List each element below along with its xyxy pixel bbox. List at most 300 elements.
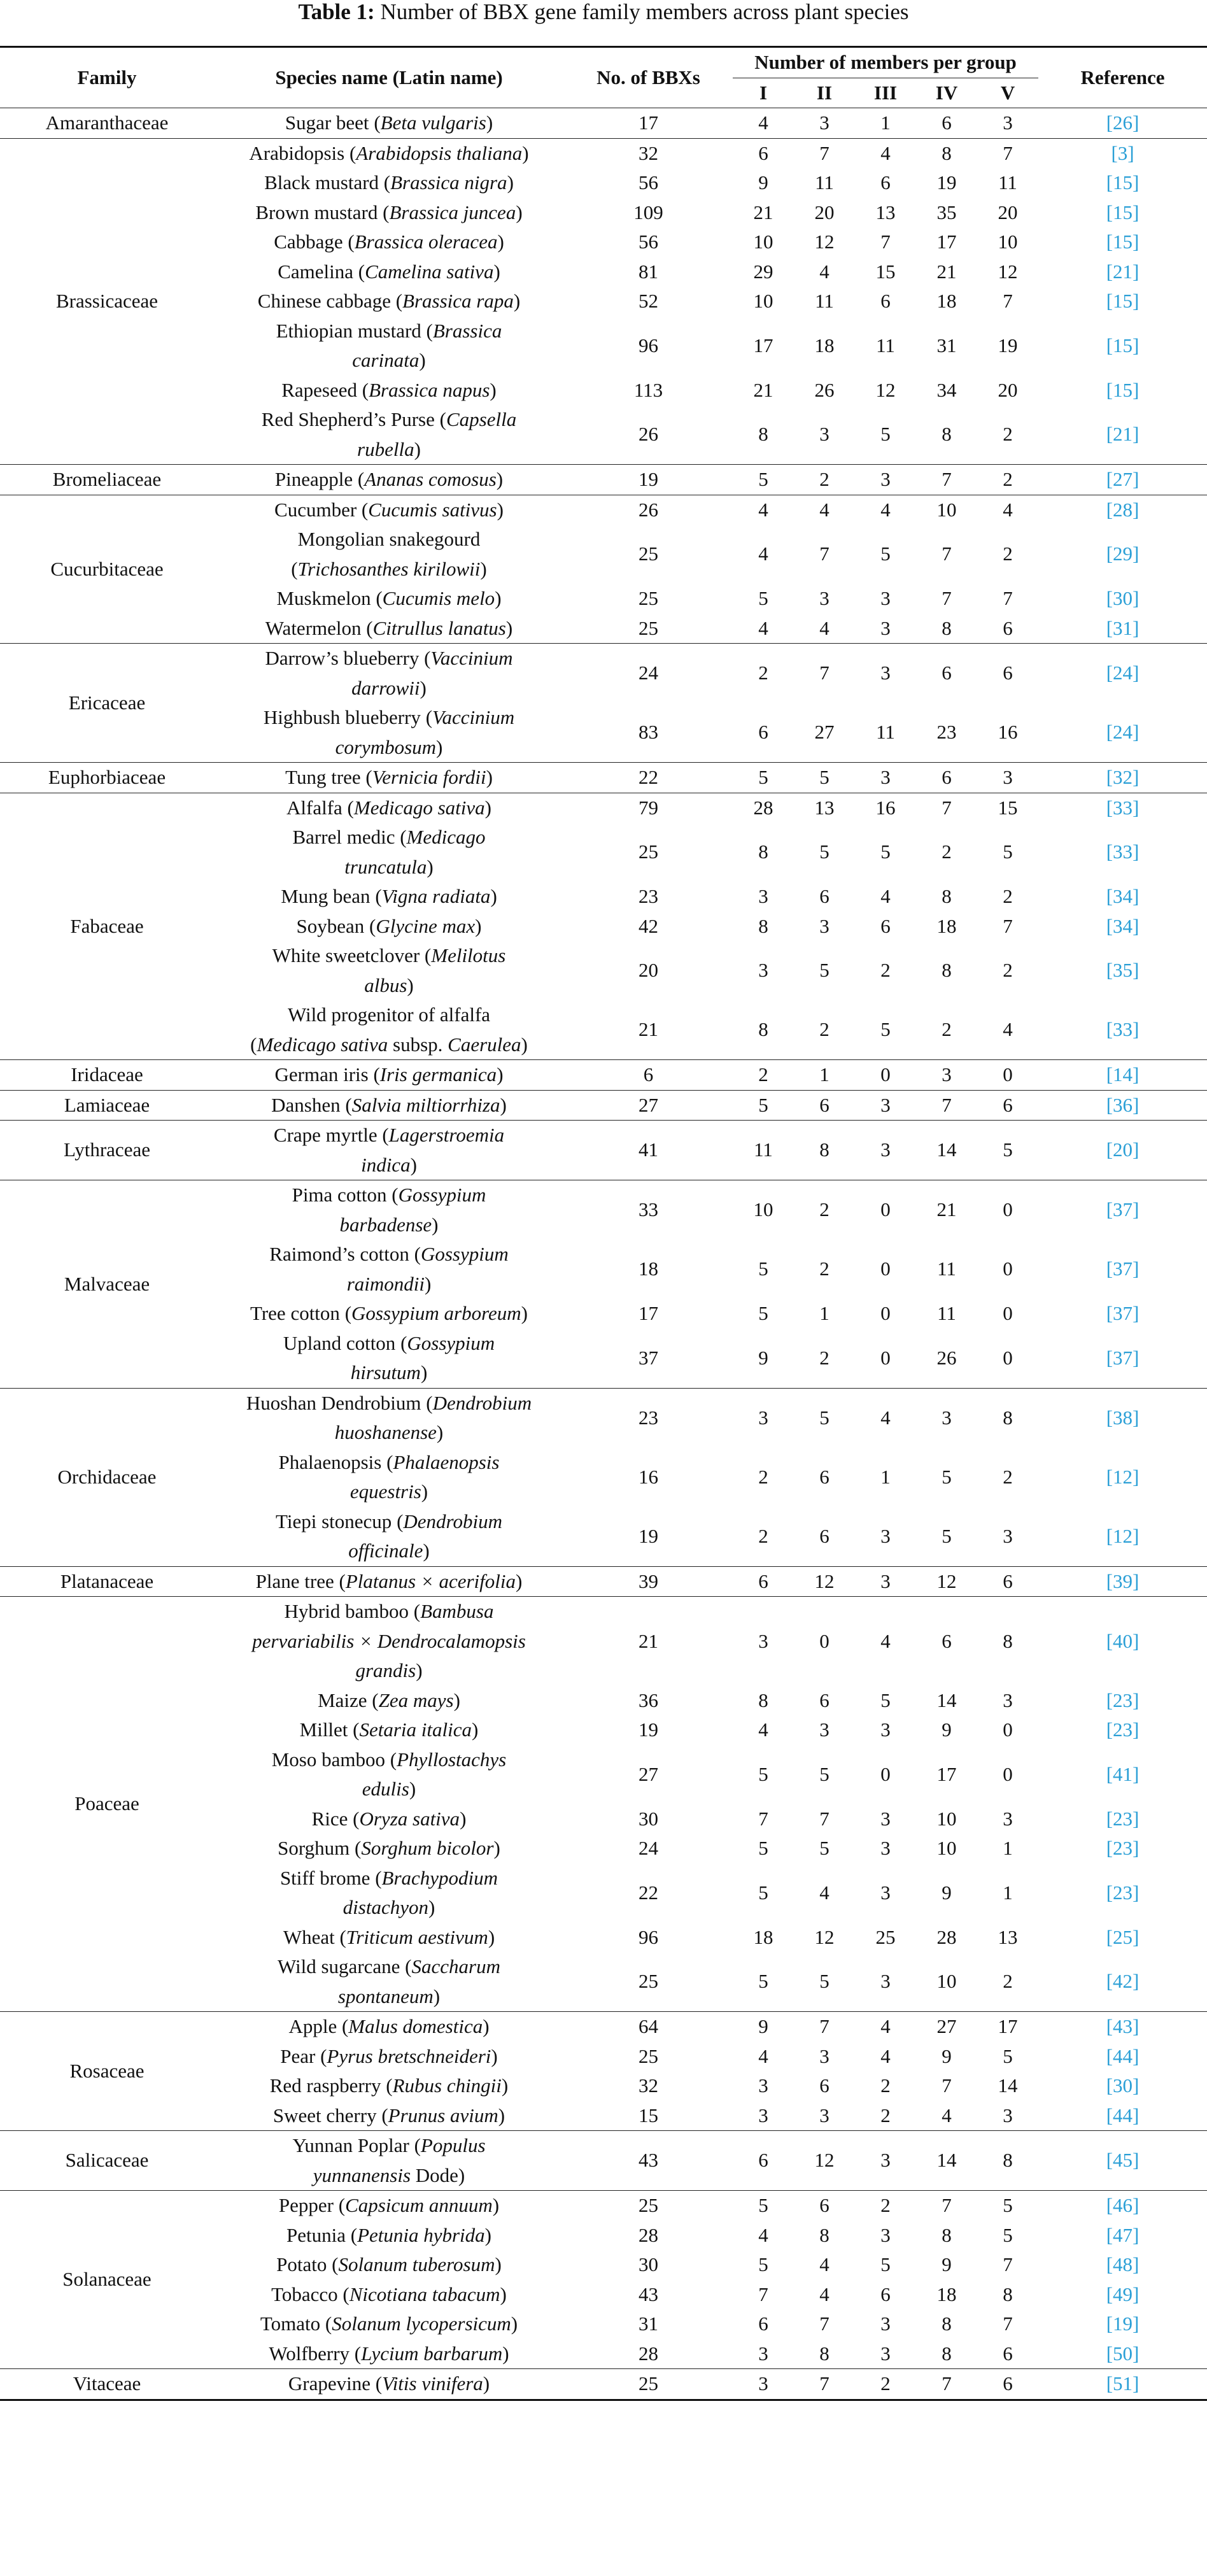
reference-cell: [1038, 912, 1207, 942]
group-ii-cell: 2: [794, 1180, 855, 1240]
group-iv-cell: 28: [936, 1925, 957, 1948]
reference-cell: [1038, 1566, 1207, 1597]
species-cell: Crape myrtle (Lagerstroemia indica): [214, 1121, 564, 1180]
reference-link[interactable]: [12]: [1106, 1465, 1140, 1488]
group-iv-cell: 8: [942, 2223, 952, 2246]
group-iv-cell: 4: [942, 2104, 952, 2127]
species-common-name: Grapevine: [288, 2372, 371, 2395]
species-common-name: Darrow’s blueberry: [265, 647, 420, 669]
bbx-count-cell: 23: [564, 1388, 733, 1448]
table-row: [0, 138, 1207, 168]
species-cell: Pima cotton (Gossypium barbadense): [214, 1180, 564, 1240]
group-iii-cell: 3: [855, 1121, 916, 1180]
group-ii-cell: 6: [819, 1688, 829, 1711]
reference-link[interactable]: [44]: [1106, 2044, 1140, 2067]
group-v-cell: 0: [977, 1060, 1038, 1091]
reference-link[interactable]: [32]: [1106, 766, 1140, 788]
family-cell: Rosaceae: [0, 2012, 214, 2131]
group-i-cell: 4: [733, 108, 794, 139]
bbx-count-cell: 25: [639, 616, 658, 639]
group-iv-cell: 21: [936, 260, 957, 283]
table-row: [0, 1388, 1207, 1448]
species-common-name: Millet: [299, 1718, 348, 1741]
species-latin-name: Brassica carinata: [352, 319, 502, 371]
bbx-count-cell: 31: [639, 2312, 658, 2335]
header-count: No. of BBXs: [564, 47, 733, 108]
group-iv-cell: 7: [916, 465, 977, 495]
family-cell: Lythraceae: [0, 1121, 214, 1180]
group-iv-cell: 8: [942, 885, 952, 907]
group-v-cell: 2: [1003, 885, 1013, 907]
reference-link[interactable]: [20]: [1106, 1138, 1140, 1161]
species-cell: Rapeseed (Brassica napus): [281, 378, 497, 401]
species-latin-name: Cucumis melo: [382, 587, 495, 609]
species-common-name: Huoshan Dendrobium: [246, 1391, 421, 1414]
group-i-cell: 6: [758, 2312, 768, 2335]
species-latin-name: Solanum tuberosum: [338, 2253, 495, 2275]
group-iii-cell: 4: [880, 2044, 891, 2067]
group-iii-cell: 4: [880, 885, 891, 907]
header-row: [0, 47, 1207, 78]
group-iii-cell: 11: [876, 721, 895, 744]
species-common-name: Pear: [280, 2044, 316, 2067]
species-common-name: Yunnan Poplar: [292, 2134, 409, 2156]
species-cell: Watermelon (Citrullus lanatus): [265, 616, 513, 639]
species-cell: Yunnan Poplar (Populus yunnanensis Dode): [214, 2131, 564, 2191]
species-cell: Danshen (Salvia miltiorrhiza): [214, 1090, 564, 1121]
reference-link[interactable]: [34]: [1106, 885, 1140, 907]
reference-cell: [1038, 584, 1207, 614]
reference-link[interactable]: [23]: [1106, 1807, 1140, 1830]
reference-link[interactable]: [21]: [1106, 423, 1140, 446]
reference-link[interactable]: [23]: [1106, 1688, 1140, 1711]
group-v-cell: 0: [977, 1180, 1038, 1240]
group-i-cell: 8: [758, 840, 768, 863]
group-ii-cell: 3: [794, 108, 855, 139]
group-v-cell: 8: [977, 1388, 1038, 1448]
reference-link[interactable]: [15]: [1106, 201, 1140, 223]
group-iv-cell: 8: [942, 423, 952, 446]
species-latin-name: Ananas comosus: [364, 468, 497, 490]
group-ii-cell: 7: [819, 1807, 829, 1830]
species-latin-name: Brachypodium distachyon: [342, 1866, 498, 1918]
reference-link[interactable]: [37]: [1106, 1346, 1140, 1369]
caption-label: Table 1:: [298, 0, 375, 24]
reference-link[interactable]: [12]: [1106, 1524, 1140, 1547]
reference-link[interactable]: [15]: [1106, 171, 1140, 194]
reference-link[interactable]: [15]: [1106, 290, 1140, 312]
group-v-cell: 7: [1003, 914, 1013, 937]
bbx-count-cell: 56: [639, 230, 658, 253]
group-v-cell: 8: [1003, 2282, 1013, 2305]
species-cell: Grapevine (Vitis vinifera): [214, 2369, 564, 2399]
species-cell: Tree cotton (Gossypium arboreum): [250, 1302, 528, 1324]
group-iv-cell: 18: [936, 290, 957, 312]
reference-cell: [1038, 405, 1207, 465]
reference-cell: [1038, 2042, 1207, 2072]
species-latin-name: Triticum aestivum: [346, 1925, 488, 1948]
bbx-count-cell: 42: [639, 914, 658, 937]
group-iii-cell: 4: [855, 495, 916, 525]
reference-cell: [1038, 1715, 1207, 1745]
group-ii-cell: 7: [794, 2012, 855, 2042]
reference-link[interactable]: [33]: [1106, 1018, 1140, 1041]
group-iii-cell: 3: [855, 644, 916, 704]
species-latin-name: Brassica nigra: [390, 171, 507, 194]
reference-link[interactable]: [28]: [1106, 498, 1140, 521]
group-i-cell: 9: [758, 1346, 768, 1369]
family-cell: Lamiaceae: [0, 1090, 214, 1121]
bbx-count-cell: 17: [639, 1302, 658, 1324]
group-v-cell: 7: [1003, 2312, 1013, 2335]
reference-link[interactable]: [41]: [1106, 1762, 1140, 1785]
group-i-cell: 5: [733, 1090, 794, 1121]
bbx-count-cell: 27: [639, 1762, 658, 1785]
group-ii-cell: 3: [819, 2044, 829, 2067]
group-iii-cell: 0: [855, 1180, 916, 1240]
species-name-suffix: subsp.: [388, 1033, 448, 1056]
reference-cell: [1038, 793, 1207, 823]
reference-link[interactable]: [25]: [1106, 1925, 1140, 1948]
species-latin-name: Platanus × acerifolia: [345, 1569, 516, 1592]
group-v-cell: 20: [998, 201, 1018, 223]
header-group-ii: II: [816, 81, 833, 104]
group-v-cell: 12: [998, 260, 1018, 283]
species-latin-subspecies: Caerulea: [448, 1033, 521, 1056]
reference-link[interactable]: [45]: [1106, 2149, 1140, 2172]
species-common-name: Cabbage: [274, 230, 343, 253]
reference-link[interactable]: [42]: [1106, 1970, 1140, 1993]
species-latin-name: Vaccinium corymbosum: [335, 706, 515, 758]
reference-link[interactable]: [30]: [1106, 2074, 1140, 2097]
reference-link[interactable]: [26]: [1106, 111, 1140, 134]
reference-link[interactable]: [3]: [1111, 141, 1134, 164]
bbx-count-cell: 41: [564, 1121, 733, 1180]
species-latin-name: Petunia hybrida: [357, 2223, 485, 2246]
group-v-cell: 2: [1003, 1970, 1013, 1993]
table-row: [0, 1566, 1207, 1597]
species-common-name: Apple: [288, 2015, 337, 2037]
group-iii-cell: 4: [855, 1597, 916, 1686]
reference-link[interactable]: [34]: [1106, 914, 1140, 937]
group-i-cell: 10: [733, 1180, 794, 1240]
reference-link[interactable]: [40]: [1106, 1629, 1140, 1652]
reference-cell: [1038, 1745, 1207, 1804]
table-row: [0, 644, 1207, 704]
group-i-cell: 2: [758, 1524, 768, 1547]
group-ii-cell: 4: [794, 495, 855, 525]
species-cell: Pepper (Capsicum annuum): [214, 2191, 564, 2221]
group-iii-cell: 5: [880, 1018, 891, 1041]
reference-link[interactable]: [24]: [1106, 721, 1140, 744]
reference-link[interactable]: [37]: [1106, 1302, 1140, 1324]
reference-link[interactable]: [36]: [1106, 1093, 1140, 1116]
reference-cell: [1038, 2221, 1207, 2251]
bbx-count-cell: 109: [633, 201, 663, 223]
reference-link[interactable]: [39]: [1106, 1569, 1140, 1592]
group-i-cell: 9: [733, 2012, 794, 2042]
group-iii-cell: 3: [880, 1524, 891, 1547]
group-ii-cell: 6: [819, 2074, 829, 2097]
reference-link[interactable]: [19]: [1106, 2312, 1140, 2335]
reference-link[interactable]: [37]: [1106, 1257, 1140, 1280]
group-ii-cell: 5: [819, 840, 829, 863]
reference-cell: [1038, 376, 1207, 406]
group-v-cell: 3: [1003, 1524, 1013, 1547]
species-latin-name: Capsicum annuum: [345, 2194, 493, 2216]
reference-link[interactable]: [29]: [1106, 542, 1140, 565]
reference-cell: [1038, 1329, 1207, 1389]
group-ii-cell: 11: [815, 290, 834, 312]
species-common-name: Potato: [276, 2253, 327, 2275]
group-iii-cell: 1: [855, 108, 916, 139]
species-common-name: Cucumber: [274, 498, 357, 521]
species-common-name: Barrel medic: [292, 826, 395, 848]
group-iii-cell: 13: [875, 201, 896, 223]
bbx-count-cell: 22: [564, 763, 733, 793]
header-group-iii: III: [873, 81, 898, 104]
group-ii-cell: 13: [794, 793, 855, 823]
group-iv-cell: 27: [916, 2012, 977, 2042]
group-iii-cell: 15: [875, 260, 896, 283]
group-iv-cell: 3: [916, 1388, 977, 1448]
reference-link[interactable]: [50]: [1106, 2342, 1140, 2365]
species-cell: Ethiopian mustard (Brassica carinata): [276, 319, 502, 371]
header-reference: Reference: [1038, 47, 1207, 108]
reference-cell: [1038, 1952, 1207, 2012]
species-cell: Alfalfa (Medicago sativa): [214, 793, 564, 823]
group-iii-cell: 4: [855, 1388, 916, 1448]
group-iii-cell: 0: [880, 1302, 891, 1324]
group-ii-cell: 6: [819, 885, 829, 907]
reference-link[interactable]: [35]: [1106, 959, 1140, 982]
species-cell: Wolfberry (Lycium barbarum): [269, 2342, 509, 2365]
group-iv-cell: 11: [937, 1257, 956, 1280]
bbx-count-cell: 25: [564, 2191, 733, 2221]
reference-cell: [1038, 763, 1207, 793]
group-ii-cell: 3: [819, 423, 829, 446]
bbx-count-cell: 32: [639, 2074, 658, 2097]
reference-link[interactable]: [23]: [1106, 1718, 1140, 1741]
species-latin-name: Saccharum spontaneum: [337, 1955, 500, 2007]
group-ii-cell: 7: [819, 2312, 829, 2335]
reference-cell: [1038, 525, 1207, 584]
group-iii-cell: 0: [880, 1762, 891, 1785]
species-cell: Huoshan Dendrobium (Dendrobium huoshanense): [214, 1388, 564, 1448]
species-common-name: Mung bean: [281, 885, 371, 907]
reference-link[interactable]: [33]: [1106, 796, 1140, 819]
species-common-name: Rice: [311, 1807, 348, 1830]
group-iv-cell: 18: [936, 2282, 957, 2305]
family-cell: Euphorbiaceae: [0, 763, 214, 793]
reference-link[interactable]: [49]: [1106, 2282, 1140, 2305]
group-iv-cell: 14: [936, 1688, 957, 1711]
species-latin-name: Lycium barbarum: [361, 2342, 503, 2365]
reference-link[interactable]: [44]: [1106, 2104, 1140, 2127]
group-iii-cell: 3: [880, 616, 891, 639]
group-iii-cell: 3: [880, 1807, 891, 1830]
bbx-count-cell: 17: [564, 108, 733, 139]
species-common-name: Black mustard: [264, 171, 379, 194]
reference-link[interactable]: [15]: [1106, 378, 1140, 401]
group-i-cell: 5: [733, 465, 794, 495]
species-cell: Wild sugarcane (Saccharum spontaneum): [278, 1955, 500, 2007]
bbx-count-cell: 19: [639, 1718, 658, 1741]
group-ii-cell: 3: [819, 587, 829, 609]
species-cell: Sorghum (Sorghum bicolor): [278, 1837, 500, 1859]
reference-link[interactable]: [27]: [1106, 468, 1140, 490]
species-latin-name: Cucumis sativus: [368, 498, 497, 521]
group-iii-cell: 3: [855, 2131, 916, 2191]
reference-cell: [1038, 1000, 1207, 1060]
reference-link[interactable]: [23]: [1106, 1881, 1140, 1904]
species-latin-name: Glycine max: [376, 914, 476, 937]
group-i-cell: 5: [758, 1881, 768, 1904]
species-latin-name: Salvia miltiorrhiza: [351, 1093, 500, 1116]
reference-cell: [1038, 1804, 1207, 1834]
group-iii-cell: 2: [855, 2191, 916, 2221]
group-i-cell: 3: [758, 885, 768, 907]
species-cell: Barrel medic (Medicago truncatula): [292, 826, 486, 878]
group-v-cell: 7: [977, 138, 1038, 168]
table-body: [0, 108, 1207, 2399]
group-i-cell: 3: [758, 2104, 768, 2127]
group-i-cell: 4: [758, 2044, 768, 2067]
group-iii-cell: 3: [855, 763, 916, 793]
bbx-count-cell: 27: [564, 1090, 733, 1121]
reference-link[interactable]: [14]: [1106, 1063, 1140, 1086]
species-common-name: Crape myrtle: [273, 1124, 378, 1146]
reference-link[interactable]: [51]: [1106, 2372, 1140, 2395]
bbx-count-cell: 64: [564, 2012, 733, 2042]
group-ii-cell: 12: [794, 2131, 855, 2191]
group-iv-cell: 7: [942, 587, 952, 609]
group-ii-cell: 7: [794, 644, 855, 704]
species-latin-name: Beta vulgaris: [380, 111, 486, 134]
group-i-cell: 21: [753, 378, 773, 401]
group-i-cell: 2: [733, 644, 794, 704]
species-latin-name: Rubus chingii: [392, 2074, 502, 2097]
species-common-name: Stiff brome: [279, 1866, 371, 1889]
species-common-name: Ethiopian mustard: [276, 319, 421, 342]
group-ii-cell: 2: [819, 1018, 829, 1041]
reference-cell: [1038, 2012, 1207, 2042]
bbx-count-cell: 25: [564, 2369, 733, 2399]
bbx-count-cell: 30: [639, 2253, 658, 2275]
group-iii-cell: 2: [880, 959, 891, 982]
group-iv-cell: 8: [942, 959, 952, 982]
group-iv-cell: 7: [916, 793, 977, 823]
family-cell: Platanaceae: [0, 1566, 214, 1597]
bbx-count-cell: 28: [639, 2342, 658, 2365]
group-i-cell: 7: [758, 1807, 768, 1830]
species-latin-name: Pyrus bretschneideri: [327, 2044, 491, 2067]
species-common-name: Tiepi stonecup: [276, 1510, 392, 1532]
reference-cell: [1038, 1923, 1207, 1953]
group-iii-cell: 25: [875, 1925, 896, 1948]
group-iii-cell: 0: [855, 1060, 916, 1091]
species-cell: Darrow’s blueberry (Vaccinium darrowii): [214, 644, 564, 704]
reference-cell: [1038, 1834, 1207, 1864]
bbx-count-cell: 83: [639, 721, 658, 744]
group-v-cell: 2: [1003, 1465, 1013, 1488]
species-cell: Petunia (Petunia hybrida): [286, 2223, 491, 2246]
reference-link[interactable]: [21]: [1106, 260, 1140, 283]
group-v-cell: 0: [1003, 1302, 1013, 1324]
group-iii-cell: 3: [855, 465, 916, 495]
reference-link[interactable]: [47]: [1106, 2223, 1140, 2246]
species-common-name: White sweetclover: [272, 944, 420, 966]
family-cell: Cucurbitaceae: [0, 495, 214, 644]
reference-link[interactable]: [15]: [1106, 230, 1140, 253]
reference-link[interactable]: [37]: [1106, 1198, 1140, 1221]
reference-link[interactable]: [24]: [1106, 662, 1140, 684]
bbx-count-cell: 22: [639, 1881, 658, 1904]
species-common-name: Tobacco: [271, 2282, 338, 2305]
species-latin-name: Oryza sativa: [359, 1807, 460, 1830]
reference-link[interactable]: [33]: [1106, 840, 1140, 863]
species-name-suffix: Dode: [411, 2163, 458, 2186]
group-v-cell: 3: [977, 108, 1038, 139]
group-i-cell: 3: [758, 2074, 768, 2097]
group-i-cell: 28: [733, 793, 794, 823]
group-iii-cell: 2: [880, 2104, 891, 2127]
reference-cell: [1038, 1060, 1207, 1091]
reference-link[interactable]: [46]: [1106, 2194, 1140, 2216]
group-iii-cell: 12: [875, 378, 896, 401]
group-i-cell: 5: [758, 587, 768, 609]
species-latin-name: Dendrobium huoshanense: [334, 1391, 532, 1443]
group-ii-cell: 0: [794, 1597, 855, 1686]
species-cell: Mung bean (Vigna radiata): [281, 885, 497, 907]
group-iv-cell: 10: [936, 1970, 957, 1993]
group-iii-cell: 6: [880, 171, 891, 194]
group-iv-cell: 2: [942, 840, 952, 863]
species-cell: Maize (Zea mays): [318, 1688, 460, 1711]
bbx-count-cell: 25: [639, 840, 658, 863]
reference-cell: [1038, 2339, 1207, 2369]
family-cell: Vitaceae: [0, 2369, 214, 2399]
group-iv-cell: 6: [916, 644, 977, 704]
group-iv-cell: 9: [942, 2253, 952, 2275]
group-i-cell: 5: [733, 2191, 794, 2221]
reference-link[interactable]: [31]: [1106, 616, 1140, 639]
reference-link[interactable]: [38]: [1106, 1406, 1140, 1429]
species-common-name: Highbush blueberry: [263, 706, 421, 728]
reference-link[interactable]: [43]: [1106, 2015, 1140, 2037]
species-cell: Mongolian snakegourd (Trichosanthes kirilowii): [291, 528, 487, 580]
species-cell: Sweet cherry (Prunus avium): [272, 2104, 505, 2127]
reference-cell: [1038, 1240, 1207, 1299]
group-i-cell: 3: [733, 1388, 794, 1448]
species-cell: Pineapple (Ananas comosus): [214, 465, 564, 495]
group-i-cell: 4: [733, 495, 794, 525]
species-latin-name: Nicotiana tabacum: [349, 2282, 500, 2305]
reference-link[interactable]: [23]: [1106, 1837, 1140, 1859]
group-v-cell: 6: [1003, 2342, 1013, 2365]
reference-link[interactable]: [30]: [1106, 587, 1140, 609]
group-iv-cell: 18: [936, 914, 957, 937]
group-ii-cell: 20: [814, 201, 835, 223]
table-row: [0, 1180, 1207, 1240]
reference-link[interactable]: [48]: [1106, 2253, 1140, 2275]
species-latin-name: Setaria italica: [359, 1718, 472, 1741]
reference-link[interactable]: [15]: [1106, 334, 1140, 357]
species-cell: White sweetclover (Melilotus albus): [272, 944, 506, 996]
species-latin-name: Gossypium raimondii: [346, 1243, 509, 1295]
species-common-name: Sugar beet: [285, 111, 369, 134]
header-group-i: I: [759, 81, 768, 104]
